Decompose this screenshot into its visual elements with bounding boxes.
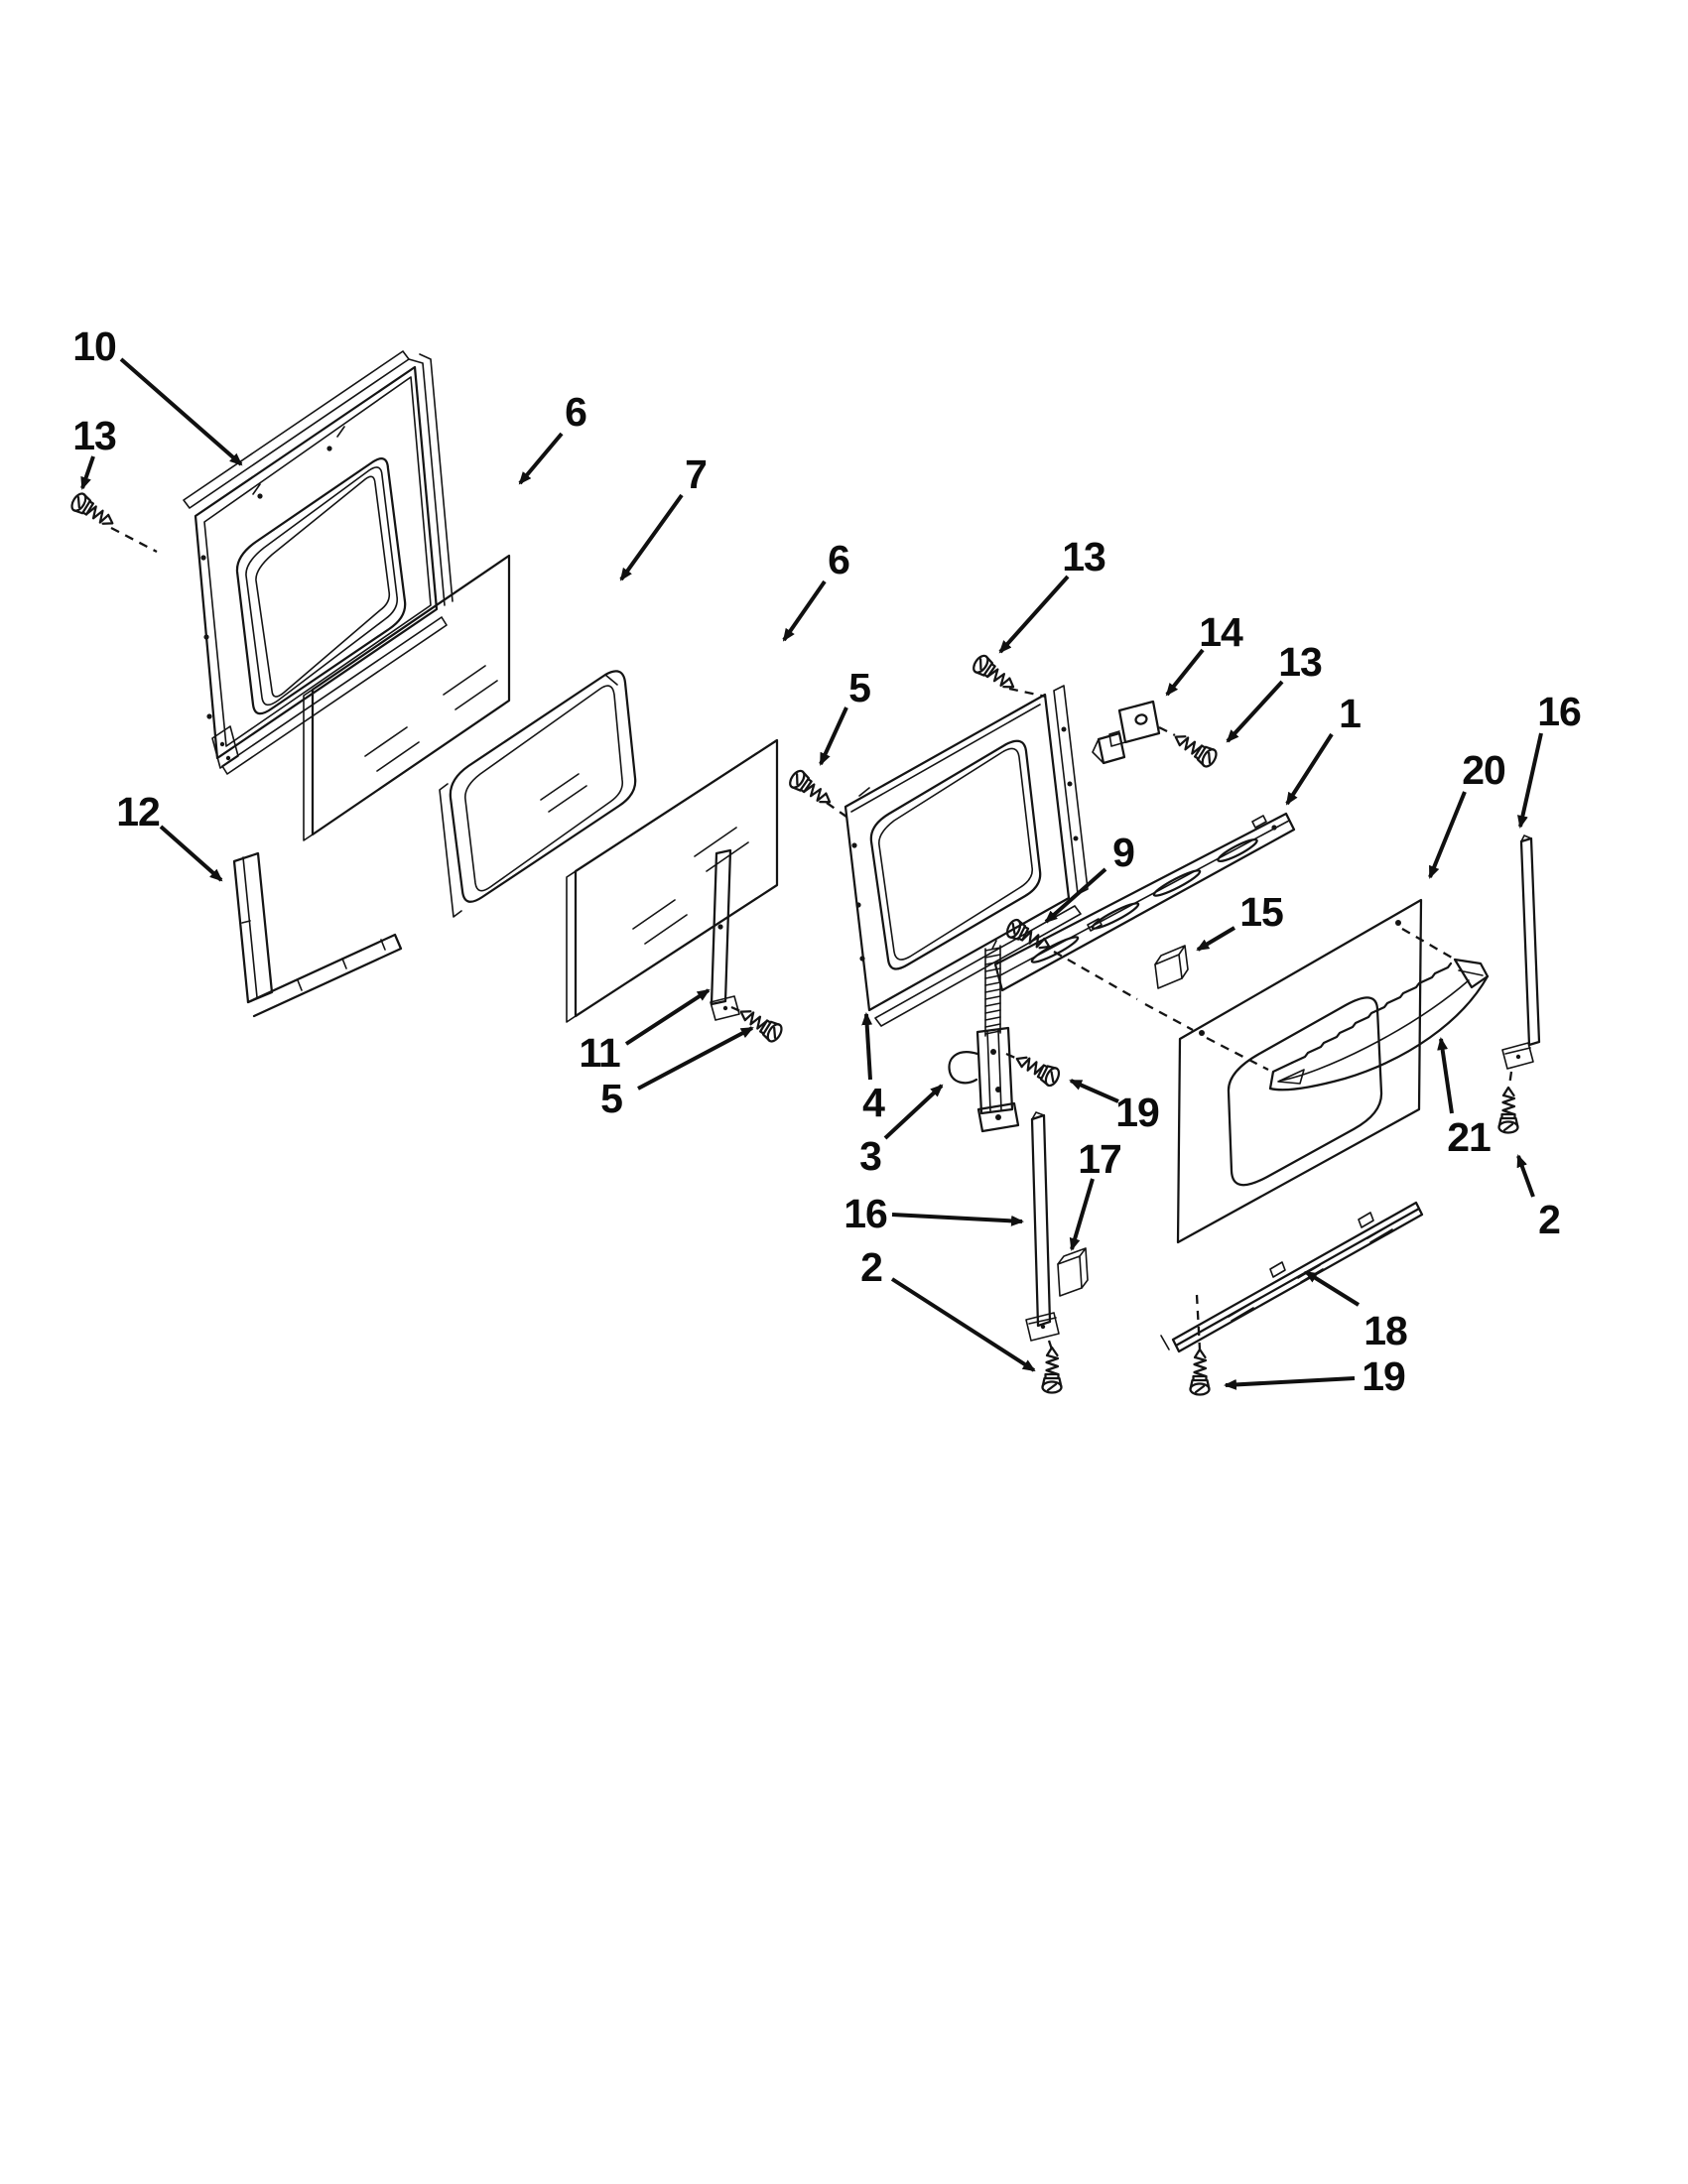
callout-label: 10 (72, 323, 116, 369)
callout-label: 13 (72, 413, 116, 458)
callout-label: 16 (844, 1191, 887, 1236)
callout-label: 21 (1447, 1114, 1491, 1160)
callout-label: 15 (1239, 889, 1283, 935)
callout-label: 6 (565, 389, 586, 435)
callout-label: 12 (116, 789, 160, 835)
callout-label: 4 (862, 1080, 884, 1125)
callout-label: 14 (1199, 609, 1242, 655)
callout-label: 19 (1362, 1353, 1405, 1399)
callout-label: 13 (1278, 639, 1322, 685)
callout-label: 5 (848, 665, 870, 710)
callout-label: 20 (1462, 747, 1505, 793)
callout-label: 1 (1339, 691, 1361, 736)
callout-label: 9 (1112, 830, 1134, 875)
callout-label: 16 (1537, 689, 1581, 734)
callout-label: 19 (1115, 1090, 1159, 1135)
callout-label: 6 (828, 537, 849, 582)
callout-label: 2 (1538, 1197, 1560, 1242)
callout-label: 3 (859, 1133, 881, 1179)
callout-label: 18 (1363, 1308, 1407, 1353)
callout-label: 5 (600, 1076, 622, 1121)
callout-label: 2 (860, 1244, 882, 1290)
callout-label: 13 (1062, 534, 1105, 579)
callout-label: 11 (579, 1030, 620, 1076)
callout-label: 17 (1078, 1136, 1121, 1182)
callout-label: 7 (685, 451, 707, 497)
